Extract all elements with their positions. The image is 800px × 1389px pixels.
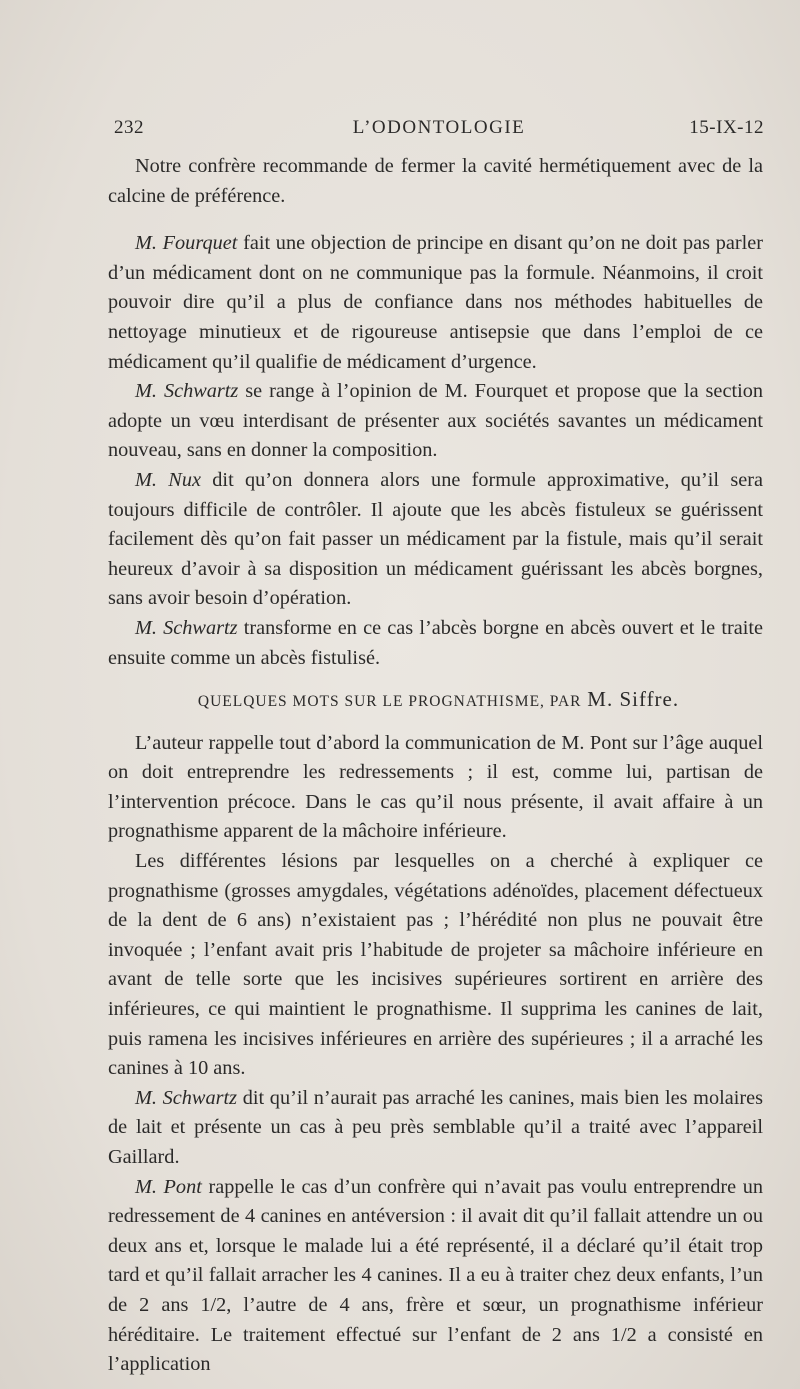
issue-date: 15-IX-12 bbox=[689, 117, 764, 138]
speaker-name: M. Schwartz bbox=[135, 616, 238, 639]
paragraph bbox=[108, 729, 763, 847]
paragraph-text: Les différentes lésions par lesquelles on a cherché à expliquer ce prognathisme (grosses amygdales, végétations adénoïdes, placement défectueux de la dent de 6 ans) n’existaient pas ; l’hérédité non plus ne pouvait être invoquée ; l’enfant avait pris l’habitude de projeter sa mâchoire inférieure en avant de telle sorte que les incisives supérieures sortirent en arrière des inférieures, ce qui maintient le prognathisme. Il supprima les canines de lait, puis ramena les incisives inférieures en arrière des supérieures ; il a arraché les canines à 10 ans. bbox=[108, 850, 763, 1080]
speaker-name: M. Nux bbox=[135, 468, 201, 491]
paragraph-text: dit qu’on donnera alors une formule approximative, qu’il sera toujours difficile de contrôler. Il ajoute que les abcès fistuleux se guérissent facilement dès qu’on fait passer un médicament par la fistule, mais qu’il serait heureux d’avoir à sa disposition un médicament guérissant les abcès borgnes, sans avoir besoin d’opération. bbox=[108, 468, 763, 610]
spacer bbox=[108, 211, 763, 229]
paragraph-text: L’auteur rappelle tout d’abord la communication de M. Pont sur l’âge auquel on doit entreprendre les redressements ; il est, comme lui, partisan de l’intervention précoce. Dans le cas qu’il nous présente, il avait affaire à un prognathisme apparent de la mâchoire inférieure. bbox=[108, 731, 763, 843]
paragraph-text: se range à l’opinion de M. Fourquet et propose que la section adopte un vœu interdisant de présenter aux sociétés savantes un médicament nouveau, sans en donner la composition. bbox=[108, 380, 763, 462]
paragraph bbox=[108, 847, 763, 1084]
speaker-name: M. Fourquet bbox=[135, 232, 238, 255]
section-heading bbox=[108, 685, 763, 717]
section-title: QUELQUES MOTS SUR LE PROGNATHISME, PAR bbox=[197, 693, 582, 711]
paragraph bbox=[108, 229, 763, 377]
paragraph-text: Notre confrère recommande de fermer la cavité hermétiquement avec de la calcine de préférence. bbox=[108, 155, 763, 207]
paragraph-text: transforme en ce cas l’abcès borgne en abcès ouvert et le traite ensuite comme un abcès fistulisé. bbox=[108, 616, 764, 669]
paragraph bbox=[108, 152, 763, 211]
paragraph bbox=[108, 614, 763, 673]
speaker-name: M. Schwartz bbox=[135, 380, 239, 403]
paragraph bbox=[108, 377, 763, 466]
section-author: M. Siffre. bbox=[587, 687, 680, 712]
paragraph bbox=[108, 1084, 763, 1173]
running-title: L’ODONTOLOGIE bbox=[352, 117, 526, 138]
paragraph bbox=[108, 1173, 763, 1380]
page-header bbox=[114, 117, 764, 143]
paragraph-text: dit qu’il n’aurait pas arraché les canines, mais bien les molaires de lait et présente un cas à peu près semblable qu’il a traité avec l’appareil Gaillard. bbox=[108, 1086, 764, 1168]
paragraph-text: fait une objection de principe en disant qu’on ne doit pas parler d’un médicament dont on ne communique pas la formule. Néanmoins, il croit pouvoir dire qu’il a plus de confiance dans nos méthodes habituelles de nettoyage minutieux et de rigoureuse antisepsie que dans l’emploi de ce médicament qu’il qualifie de médicament d’urgence. bbox=[108, 232, 763, 373]
speaker-name: M. Schwartz bbox=[135, 1086, 238, 1109]
paragraph bbox=[108, 466, 763, 614]
spacer bbox=[108, 673, 763, 685]
page-number: 232 bbox=[114, 117, 144, 138]
spacer bbox=[108, 717, 763, 729]
paragraph-text: rappelle le cas d’un confrère qui n’avait pas voulu entreprendre un redressement de 4 canines en antéversion : il avait dit qu’il fallait attendre un ou deux ans et, lorsque le malade lui a été représenté, il a déclaré qu’il était trop tard et qu’il fallait arracher les 4 canines. Il a eu à traiter chez deux enfants, l’un de 2 ans 1/2, l’autre de 4 ans, frère et sœur, un prognathisme inférieur héréditaire. Le traitement effectué sur l’enfant de 2 ans 1/2 a consisté en l’application bbox=[108, 1175, 764, 1376]
speaker-name: M. Pont bbox=[135, 1175, 202, 1198]
page-body bbox=[108, 152, 763, 1380]
